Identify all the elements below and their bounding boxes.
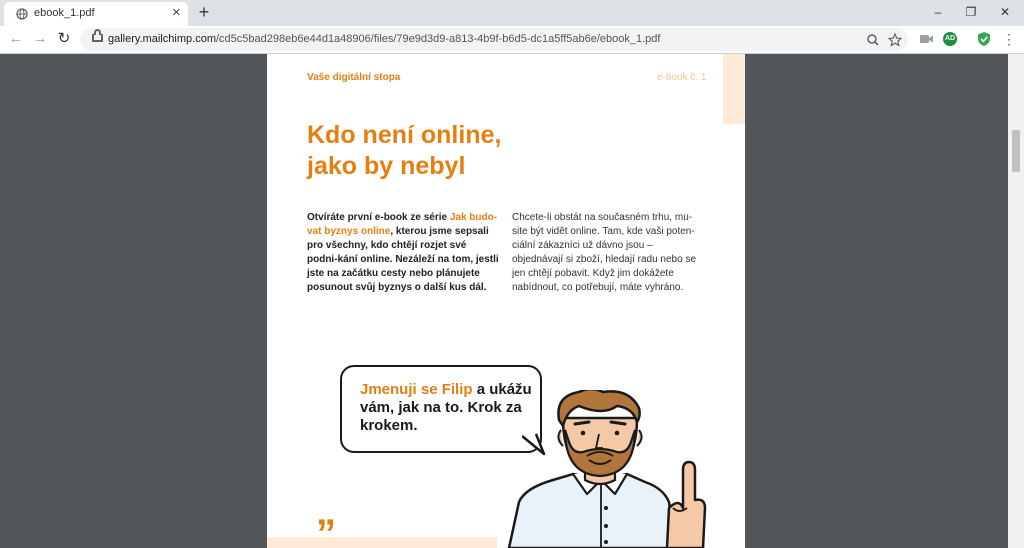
pdf-page <box>267 54 745 548</box>
new-tab-button[interactable]: + <box>198 2 210 22</box>
tab-close-icon[interactable]: × <box>172 4 181 21</box>
running-head-number: e-book č. 1 <box>657 72 707 83</box>
back-button[interactable]: ← <box>8 30 24 47</box>
tab-strip <box>0 0 1024 26</box>
shield-icon[interactable] <box>975 30 993 48</box>
star-icon[interactable] <box>886 31 904 49</box>
speech-rest: a ukážu vám, jak na to. Krok za krokem. <box>360 381 532 434</box>
url-text[interactable] <box>108 33 660 45</box>
bottom-band <box>267 537 497 548</box>
forward-button[interactable]: → <box>32 30 48 47</box>
intro-column-left <box>307 211 499 295</box>
intro-text-post: , kterou jsme sepsali pro všechny, kdo chtějí rozjet své podni-kání online. Nezáleží na tom, jestli jste na začátku cesty nebo plánujete posunout svůj byznys o další kus dál. <box>307 226 499 293</box>
browser-toolbar <box>0 26 1024 54</box>
url-path: /cd5c5bad298eb6e44d1a48906/files/79e9d3d9-a813-4b9f-b6d5-dc1a5ff5ab6e/ebook_1.pdf <box>216 33 661 45</box>
lock-icon <box>92 34 103 42</box>
scrollbar-thumb[interactable] <box>1012 130 1020 172</box>
globe-icon <box>16 8 28 20</box>
title-line-1: Kdo není online, <box>307 121 502 149</box>
restore-button[interactable]: ❐ <box>965 5 977 19</box>
close-window-button[interactable]: ✕ <box>999 5 1011 19</box>
intro-column-right: Chcete-li obstát na současném trhu, mu-site být vidět online. Tam, kde vaši poten-ciální zákazníci už dávno jsou – objednávají si zboží, hledají radu nebo se jen chtějí pobavit. Když jim dokážete nabídnout, co potřebují, máte vyhráno. <box>512 212 697 293</box>
page-decoration <box>723 54 745 124</box>
tab-ebook[interactable] <box>4 2 188 26</box>
scrollbar[interactable] <box>1008 54 1024 548</box>
speech-name: Jmenuji se Filip <box>360 381 473 398</box>
page-title <box>307 120 607 182</box>
minimize-button[interactable]: – <box>934 5 942 19</box>
series-link: Jak budo-vat byznys online <box>307 212 498 237</box>
tab-title: ebook_1.pdf <box>34 7 95 19</box>
camera-icon[interactable] <box>917 30 935 48</box>
address-bar[interactable] <box>80 28 908 51</box>
running-head-title: Vaše digitální stopa <box>307 72 401 83</box>
menu-icon[interactable]: ⋮ <box>1002 31 1016 47</box>
title-line-2: jako by nebyl <box>307 152 466 180</box>
reload-button[interactable]: ↻ <box>57 30 71 47</box>
quote-mark: ” <box>316 512 336 548</box>
adblock-extension[interactable]: AD <box>943 32 957 46</box>
intro-text-pre: Otvíráte první e-book ze série <box>307 212 450 223</box>
search-icon[interactable] <box>864 31 882 49</box>
url-domain: gallery.mailchimp.com <box>108 33 216 45</box>
character-illustration <box>507 390 707 548</box>
